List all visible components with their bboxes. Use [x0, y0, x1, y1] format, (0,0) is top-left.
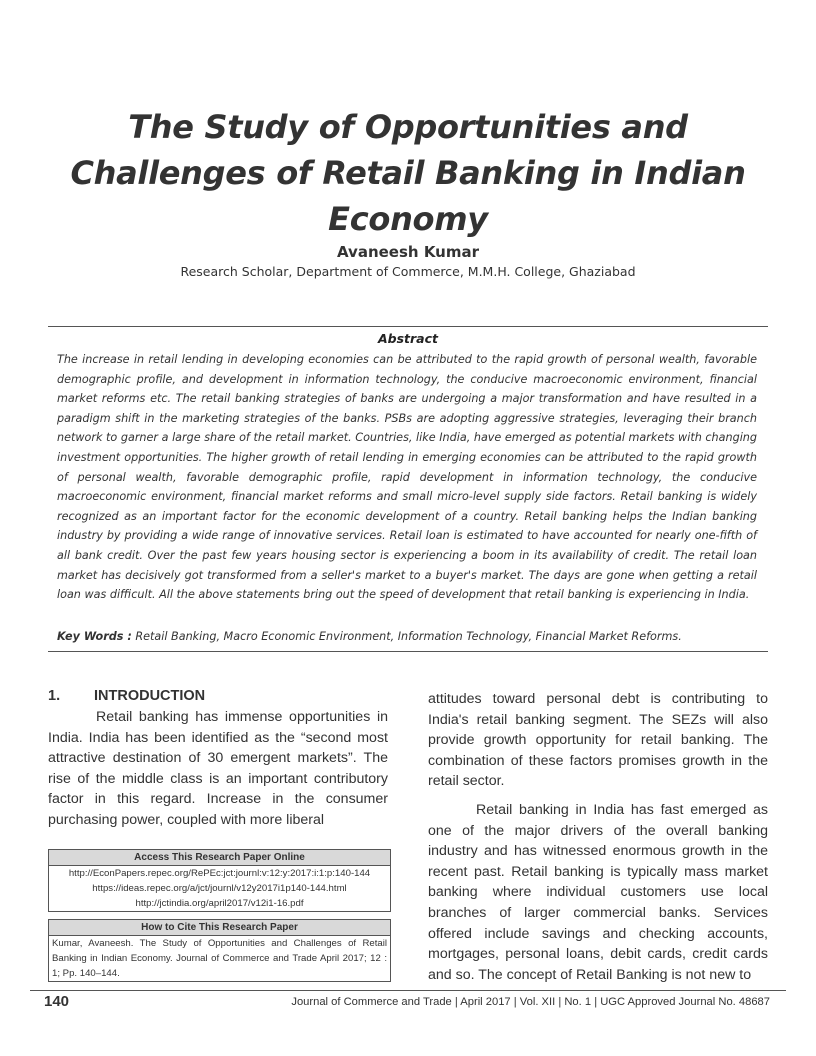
abstract-top-rule [48, 326, 768, 327]
left-column [48, 707, 388, 831]
section-title: INTRODUCTION [94, 688, 206, 704]
access-box-links [49, 866, 390, 911]
cite-paper-box [48, 919, 391, 982]
paper-title: The Study of Opportunities and Challenges of Retail Banking in Indian Economy [70, 108, 746, 238]
access-link-jctindia[interactable]: http://jctindia.org/april2017/v12i1-16.pdf [135, 898, 304, 909]
keywords [57, 627, 757, 646]
access-link-econpapers[interactable]: http://EconPapers.repec.org/RePEc:jct:journl:v:12:y:2017:i:1:p:140-144 [68, 868, 371, 879]
keywords-list: Retail Banking, Macro Economic Environment, Information Technology, Financial Market Reforms. [135, 630, 682, 643]
intro-paragraph-2: Retail banking in India has fast emerged as one of the major drivers of the overall banking industry and has witnessed enormous growth in the recent past. Retail banking is typically mass market banking where individual customers use local branches of larger commercial banks. Services offered include savings and checking accounts, mortgages, personal loans, debit cards, credit cards and so. The concept of Retail Banking is not new to [428, 801, 768, 983]
keywords-label: Key Words : [57, 630, 132, 643]
journal-footer: Journal of Commerce and Trade | April 2017 | Vol. XII | No. 1 | UGC Approved Journal No. 48687 [291, 996, 770, 1008]
abstract-bottom-rule [48, 651, 768, 652]
cite-box-heading: How to Cite This Research Paper [49, 920, 390, 936]
footer-rule [30, 990, 786, 991]
right-column [428, 689, 768, 985]
abstract-text [57, 350, 757, 605]
intro-paragraph-1: Retail banking has immense opportunities in India. India has been identified as the “second most attractive destination of 30 emergent markets”. The rise of the middle class is an important contributory factor in this regard. Increase in the consumer purchasing power, coupled with more liberal [48, 709, 388, 828]
page-number: 140 [44, 993, 70, 1010]
access-box-heading: Access This Research Paper Online [49, 850, 390, 866]
author-name: Avaneesh Kumar [336, 243, 480, 261]
abstract-heading: Abstract [377, 331, 439, 346]
access-link-ideas[interactable]: https://ideas.repec.org/a/jct/journl/v12y2017i1p140-144.html [92, 883, 347, 894]
cite-box-text: Kumar, Avaneesh. The Study of Opportunities and Challenges of Retail Banking in Indian Economy. Journal of Commerce and Trade April 2017; 12 : 1; Pp. 140–144. [52, 938, 387, 979]
section-number: 1. [48, 688, 61, 704]
section-heading-introduction [48, 688, 205, 704]
abstract-paragraph: The increase in retail lending in developing economies can be attributed to the rapid growth of personal wealth, favorable demographic profile, and development in information technology, the conducive macroeconomic environment, financial market reforms etc. The retail banking strategies of banks are undergoing a major transformation and have resulted in a paradigm shift in the marketing strategies of the banks. PSBs are adopting aggressive strategies, leveraging their branch network to garner a large share of the retail market. Countries, like India, have emerged as potential markets with changing investment opportunities. The higher growth of retail lending in emerging economies can be attributed to the rapid growth of personal wealth, favorable demographic profile, rapid development in information technology, the conducive macroeconomic environment, financial market reforms and small micro-level supply side factors. Retail banking is widely recognized as an important factor for the economic development of a country. Retail banking helps the Indian banking industry by providing a wide range of innovative services. Retail loan is estimated to have accounted for nearly one-fifth of all bank credit. Over the past few years housing sector is experiencing a boom in its availability of credit. The retail loan market has decisively got transformed from a seller's market to a buyer's market. The days are gone when getting a retail loan was difficult. All the above statements bring out the speed of development that retail banking is experiencing in India. [57, 353, 757, 602]
author-affiliation: Research Scholar, Department of Commerce, M.M.H. College, Ghaziabad [180, 264, 636, 279]
access-paper-box [48, 849, 391, 912]
intro-paragraph-1-continued: attitudes toward personal debt is contributing to India's retail banking segment. The SEZs will also provide growth opportunity for retail banking. The combination of these factors promises growth in the retail sector. [428, 691, 768, 790]
